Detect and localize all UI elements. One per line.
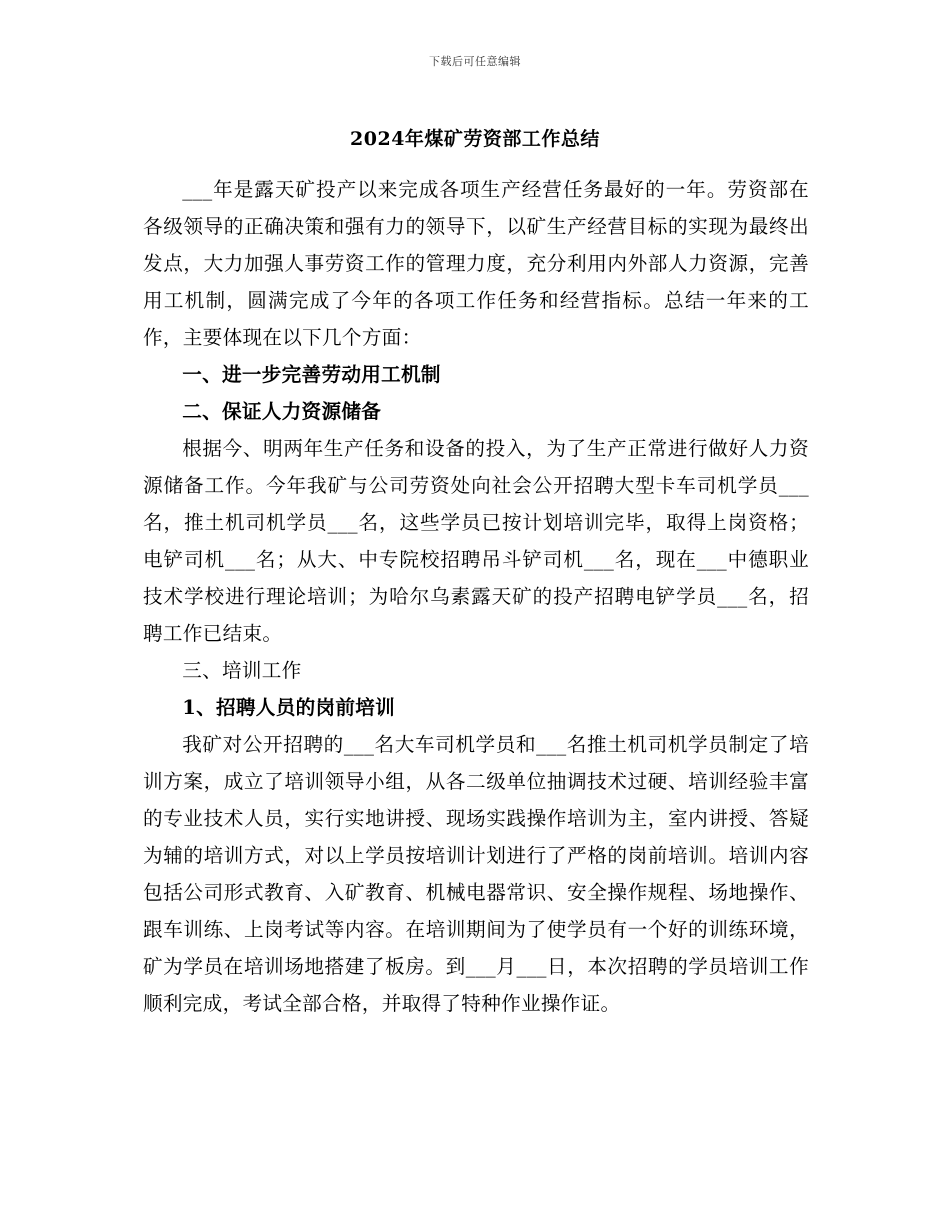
section-heading-labor-mechanism: 一、进一步完善劳动用工机制 — [182, 363, 441, 386]
subsection-heading-pre-job-training: 1、招聘人员的岗前培训 — [182, 696, 396, 719]
page-header-note: 下载后可任意编辑 — [429, 55, 521, 68]
document-title: 2024年煤矿劳资部工作总结 — [350, 128, 600, 150]
section-heading-training: 三、培训工作 — [182, 659, 302, 682]
intro-paragraph: ___年是露天矿投产以来完成各项生产经营任务最好的一年。劳资部在各级领导的正确决策和强有力的领导下，以矿生产经营目标的实现为最终出发点，大力加强人事劳资工作的管理力度，充分利用内外部人力资源，完善用工机制，圆满完成了今年的各项工作任务和经营指标。总结一年来的工作，主要体现在以下几个方面： — [143, 178, 809, 349]
pre-job-training-paragraph: 我矿对公开招聘的___名大车司机学员和___名推土机司机学员制定了培训方案，成立了培训领导小组，从各二级单位抽调技术过硬、培训经验丰富的专业技术人员，实行实地讲授、现场实践操作培训为主，室内讲授、答疑为辅的培训方式，对以上学员按培训计划进行了严格的岗前培训。培训内容包括公司形式教育、入矿教育、机械电器常识、安全操作规程、场地操作、跟车训练、上岗考试等内容。在培训期间为了使学员有一个好的训练环境，矿为学员在培训场地搭建了板房。到___月___日，本次招聘的学员培训工作顺利完成，考试全部合格，并取得了特种作业操作证。 — [143, 733, 809, 1015]
section-heading-hr-reserve: 二、保证人力资源储备 — [182, 400, 382, 423]
hr-reserve-paragraph: 根据今、明两年生产任务和设备的投入，为了生产正常进行做好人力资源储备工作。今年我矿与公司劳资处向社会公开招聘大型卡车司机学员___名，推土机司机学员___名，这些学员已按计划培训完毕，取得上岗资格；电铲司机___名；从大、中专院校招聘吊斗铲司机___名，现在___中德职业技术学校进行理论培训；为哈尔乌素露天矿的投产招聘电铲学员___名，招聘工作已结束。 — [143, 437, 809, 645]
document-body — [143, 171, 809, 1022]
